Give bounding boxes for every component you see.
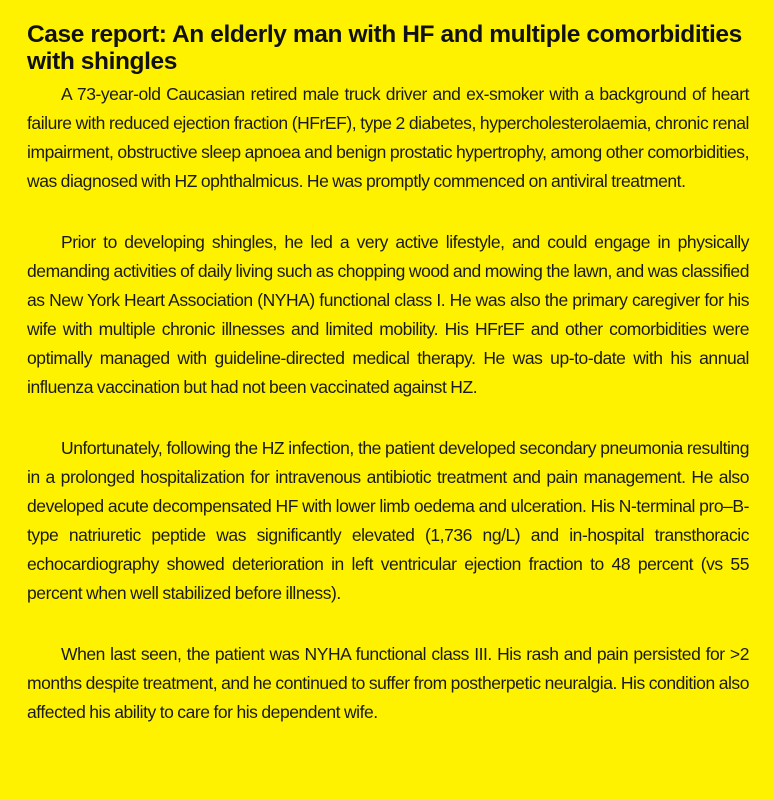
paragraph-outcome: When last seen, the patient was NYHA functional class III. His rash and pain persisted for >2 months despite treatment, and he continued to suffer from postherpetic neuralgia. His condition also affected his ability to care for his dependent wife. (27, 644, 749, 722)
paragraph-hospital-course: Unfortunately, following the HZ infection, the patient developed secondary pneumonia resulting in a prolonged hospitalization for intravenous antibiotic treatment and pain management. He also developed acute decompensated HF with lower limb oedema and ulceration. His N-terminal pro–B-type natriuretic peptide was significantly elevated (1,736 ng/L) and in-hospital transthoracic echocardiography showed deterioration in left ventricular ejection fraction to 48 percent (vs 55 percent when well stabilized before illness). (27, 438, 749, 603)
paragraph-presentation: A 73-year-old Caucasian retired male truck driver and ex-smoker with a background of heart failure with reduced ejection fraction (HFrEF), type 2 diabetes, hypercholesterolaemia, chronic renal impairment, obstructive sleep apnoea and benign prostatic hypertrophy, among other comorbidities, was diagnosed with HZ ophthalmicus. He was promptly commenced on antiviral treatment. (27, 84, 749, 191)
case-report-heading: Case report: An elderly man with HF and multiple comorbidities with shingles (27, 21, 742, 75)
paragraph-prior-history: Prior to developing shingles, he led a very active lifestyle, and could engage in physically demanding activities of daily living such as chopping wood and mowing the lawn, and was classified as New York Heart Association (NYHA) functional class I. He was also the primary caregiver for his wife with multiple chronic illnesses and limited mobility. His HFrEF and other comorbidities were optimally managed with guideline-directed medical therapy. He was up-to-date with his annual influenza vaccination but had not been vaccinated against HZ. (27, 232, 749, 397)
